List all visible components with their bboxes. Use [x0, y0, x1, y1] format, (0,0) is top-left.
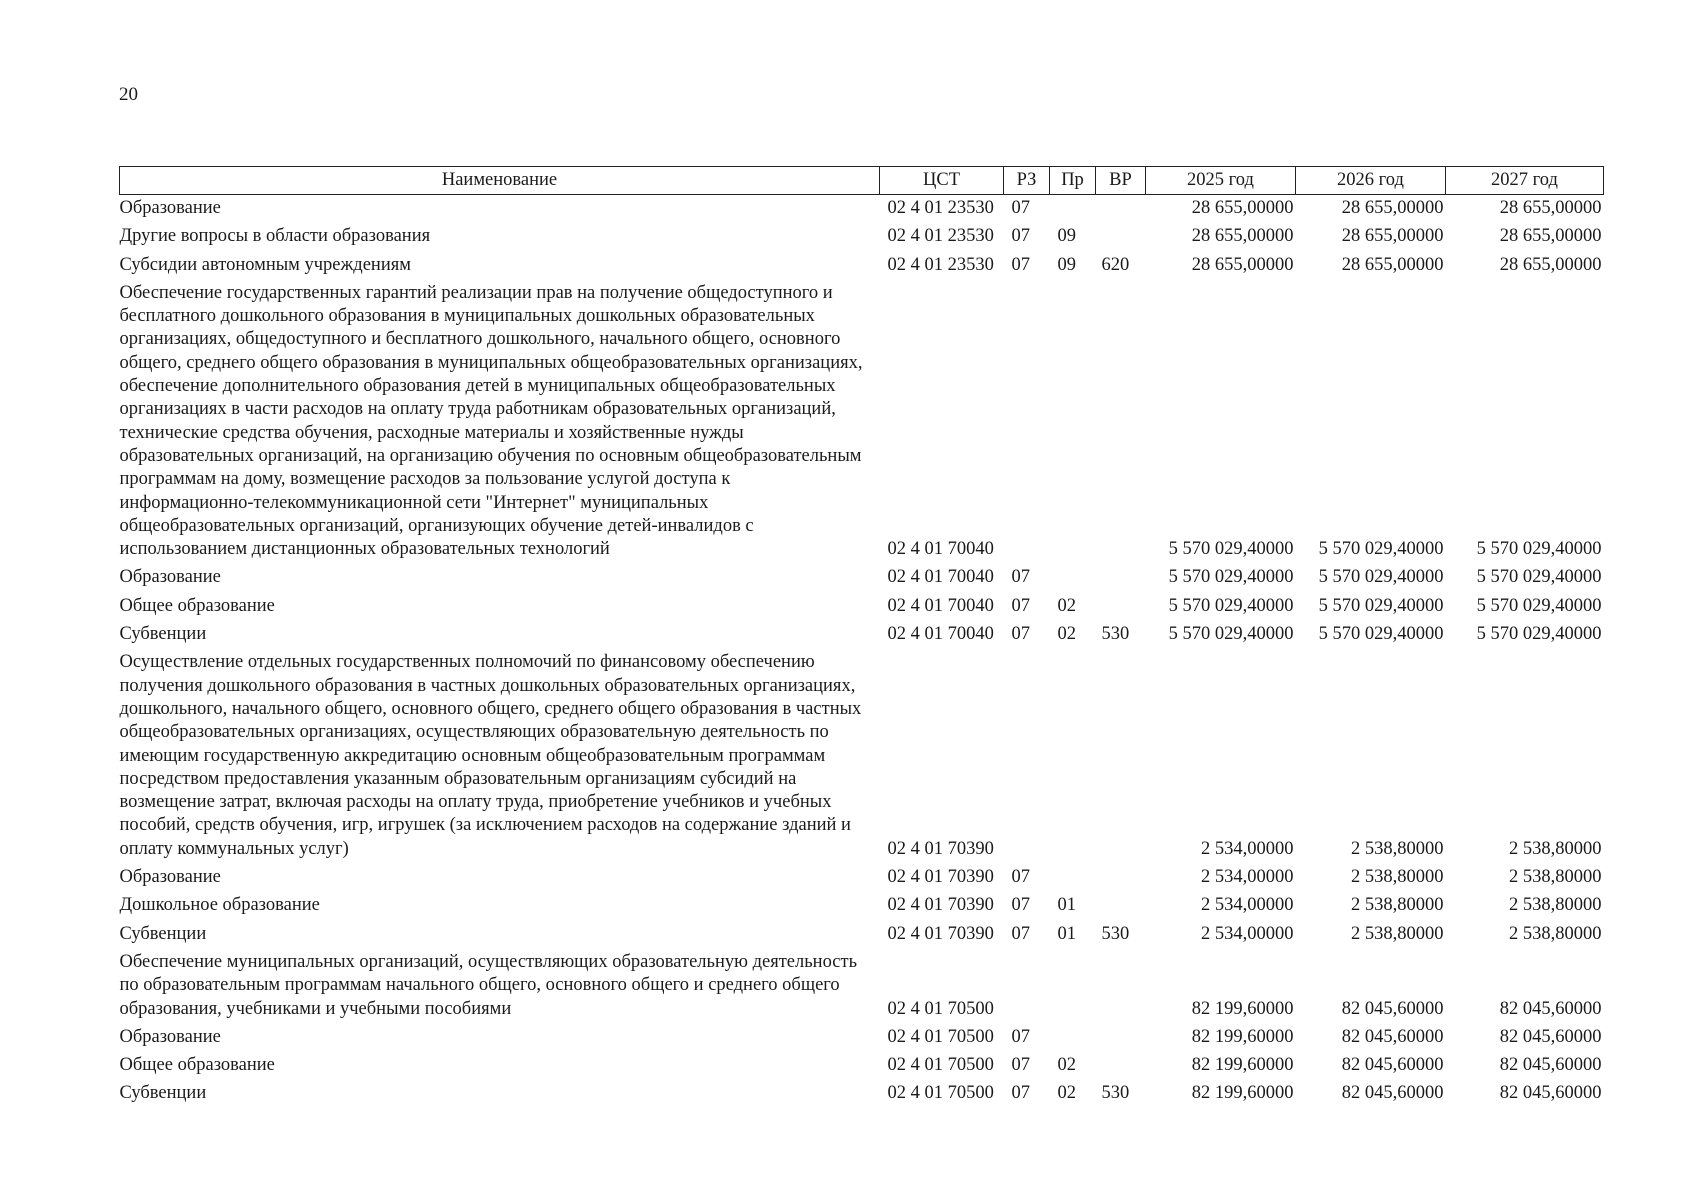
row-cst: 02 4 01 70500 — [887, 1026, 994, 1047]
row-2027: 5 570 029,40000 — [1476, 539, 1602, 560]
row-pr — [1050, 949, 1096, 1024]
row-vr — [1096, 280, 1146, 565]
table-row — [120, 949, 1604, 1024]
row-2027: 82 045,60000 — [1499, 1055, 1602, 1076]
row-2025: 82 199,60000 — [1191, 1026, 1294, 1047]
header-rz: РЗ — [1004, 167, 1050, 195]
row-pr — [1050, 1024, 1096, 1052]
table-row — [120, 621, 1604, 649]
row-rz — [1004, 280, 1050, 565]
row-cst: 02 4 01 70040 — [887, 567, 994, 588]
row-2025: 28 655,00000 — [1191, 198, 1294, 218]
row-name: Обеспечение муниципальных организаций, осуществляющих образовательную деятельность по образовательным программам начального общего, основного общего и среднего общего образования, учебниками и учебными пособиями — [119, 951, 858, 1019]
row-rz: 07 — [1011, 923, 1030, 944]
row-2026: 82 045,60000 — [1341, 1026, 1444, 1047]
row-2026: 5 570 029,40000 — [1318, 595, 1444, 616]
row-cst: 02 4 01 70500 — [887, 1083, 994, 1104]
header-2026: 2026 год — [1296, 167, 1446, 195]
row-pr: 02 — [1057, 1055, 1076, 1076]
row-2025: 2 534,00000 — [1201, 838, 1294, 859]
row-vr — [1096, 949, 1146, 1024]
row-2026: 28 655,00000 — [1341, 226, 1444, 247]
row-name: Осуществление отдельных государственных полномочий по финансовому обеспечению получения дошкольного образования в частных дошкольных образовательных организациях, дошкольного, начального общего, основного общего, среднего общего образования в частных общеобразовательных организациях, осуществляющих образовательную деятельность по имеющим государственную аккредитацию основным общеобразовательным программам посредством предоставления указанным образовательным организациям субсидий на возмещение затрат, включая расходы на оплату труда, приобретение учебников и учебных пособий, средств обучения, игр, игрушек (за исключением расходов на содержание зданий и оплату коммунальных услуг) — [119, 652, 862, 859]
row-2027: 5 570 029,40000 — [1476, 567, 1602, 588]
row-rz: 07 — [1011, 1026, 1030, 1047]
row-2025: 2 534,00000 — [1201, 895, 1294, 916]
table-header — [120, 167, 1604, 195]
row-2027: 28 655,00000 — [1499, 226, 1602, 247]
table-row — [120, 564, 1604, 592]
row-name: Субвенции — [119, 624, 207, 645]
row-2025: 82 199,60000 — [1191, 1083, 1294, 1104]
row-vr — [1096, 1052, 1146, 1080]
row-2025: 82 199,60000 — [1191, 998, 1294, 1019]
row-cst: 02 4 01 23530 — [887, 254, 994, 275]
row-pr: 01 — [1057, 923, 1076, 944]
row-vr — [1096, 1024, 1146, 1052]
table-row — [120, 593, 1604, 621]
table-body — [120, 195, 1604, 1109]
row-rz: 07 — [1011, 567, 1030, 588]
row-name: Общее образование — [119, 595, 275, 616]
row-rz: 07 — [1011, 198, 1030, 218]
row-pr — [1050, 649, 1096, 864]
row-2026: 5 570 029,40000 — [1318, 539, 1444, 560]
row-rz: 07 — [1011, 867, 1030, 888]
row-vr — [1096, 892, 1146, 920]
row-2025: 28 655,00000 — [1191, 254, 1294, 275]
table-row — [120, 1052, 1604, 1080]
table-row — [120, 649, 1604, 864]
row-vr: 620 — [1101, 254, 1130, 275]
row-rz: 07 — [1011, 254, 1030, 275]
row-2027: 2 538,80000 — [1509, 923, 1602, 944]
row-2026: 82 045,60000 — [1341, 1055, 1444, 1076]
header-2025: 2025 год — [1146, 167, 1296, 195]
row-2025: 2 534,00000 — [1201, 867, 1294, 888]
row-2027: 2 538,80000 — [1509, 838, 1602, 859]
row-2026: 2 538,80000 — [1351, 838, 1444, 859]
row-pr: 01 — [1057, 895, 1076, 916]
row-2026: 82 045,60000 — [1341, 998, 1444, 1019]
row-2026: 28 655,00000 — [1341, 198, 1444, 218]
row-cst: 02 4 01 70040 — [887, 624, 994, 645]
row-2027: 2 538,80000 — [1509, 867, 1602, 888]
table-row — [120, 892, 1604, 920]
row-pr: 02 — [1057, 624, 1076, 645]
table-row — [120, 1024, 1604, 1052]
row-cst: 02 4 01 70040 — [887, 595, 994, 616]
row-2027: 28 655,00000 — [1499, 254, 1602, 275]
row-pr: 02 — [1057, 1083, 1076, 1104]
row-name: Обеспечение государственных гарантий реализации прав на получение общедоступного и бесплатного дошкольного образования в муниципальных дошкольных образовательных организациях, общедоступного и бесплатного дошкольного, начального общего, основного общего, среднего общего образования в муниципальных общеобразовательных организациях, обеспечение дополнительного образования детей в муниципальных общеобразовательных организациях в части расходов на оплату труда работникам образовательных организаций, технические средства обучения, расходные материалы и хозяйственные нужды образовательных организаций, на организацию обучения по основным общеобразовательным программам на дому, возмещение расходов за пользование услугой доступа к информационно-телекоммуникационной сети "Интернет" муниципальных общеобразовательных организаций, организующих обучение детей-инвалидов с использованием дистанционных образовательных технологий — [119, 282, 863, 560]
row-rz: 07 — [1011, 1055, 1030, 1076]
row-rz — [1004, 949, 1050, 1024]
row-cst: 02 4 01 70390 — [887, 923, 994, 944]
header-name: Наименование — [120, 167, 880, 195]
row-pr — [1050, 564, 1096, 592]
row-2026: 5 570 029,40000 — [1318, 624, 1444, 645]
row-2025: 2 534,00000 — [1201, 923, 1294, 944]
row-pr — [1050, 280, 1096, 565]
row-pr: 09 — [1057, 254, 1076, 275]
row-vr: 530 — [1101, 923, 1130, 944]
row-cst: 02 4 01 70040 — [887, 539, 994, 560]
row-cst: 02 4 01 70390 — [887, 895, 994, 916]
row-name: Образование — [119, 198, 221, 218]
row-2027: 82 045,60000 — [1499, 1026, 1602, 1047]
budget-table — [119, 166, 1604, 1109]
row-vr — [1096, 649, 1146, 864]
row-2025: 5 570 029,40000 — [1168, 595, 1294, 616]
row-2025: 28 655,00000 — [1191, 226, 1294, 247]
row-2026: 2 538,80000 — [1351, 895, 1444, 916]
row-name: Дошкольное образование — [119, 895, 320, 916]
header-pr: Пр — [1050, 167, 1096, 195]
row-pr: 02 — [1057, 595, 1076, 616]
row-2026: 28 655,00000 — [1341, 254, 1444, 275]
row-cst: 02 4 01 70500 — [887, 1055, 994, 1076]
table-row — [120, 195, 1604, 224]
row-2027: 5 570 029,40000 — [1476, 624, 1602, 645]
page-number: 20 — [119, 84, 138, 105]
row-2027: 82 045,60000 — [1499, 1083, 1602, 1104]
row-2025: 5 570 029,40000 — [1168, 624, 1294, 645]
header-cst: ЦСТ — [880, 167, 1004, 195]
row-name: Субвенции — [119, 923, 207, 944]
row-2026: 5 570 029,40000 — [1318, 567, 1444, 588]
row-pr: 09 — [1057, 226, 1076, 247]
row-2025: 82 199,60000 — [1191, 1055, 1294, 1076]
row-2026: 2 538,80000 — [1351, 867, 1444, 888]
table-row — [120, 864, 1604, 892]
row-vr — [1096, 864, 1146, 892]
row-cst: 02 4 01 70390 — [887, 867, 994, 888]
row-name: Образование — [119, 1026, 221, 1047]
table-row — [120, 1080, 1604, 1108]
header-2027: 2027 год — [1446, 167, 1604, 195]
row-rz: 07 — [1011, 895, 1030, 916]
header-vr: ВР — [1096, 167, 1146, 195]
row-name: Другие вопросы в области образования — [119, 226, 431, 247]
row-vr — [1096, 593, 1146, 621]
row-2027: 82 045,60000 — [1499, 998, 1602, 1019]
table-row — [120, 252, 1604, 280]
row-vr: 530 — [1101, 1083, 1130, 1104]
row-name: Образование — [119, 567, 221, 588]
row-name: Образование — [119, 867, 221, 888]
row-cst: 02 4 01 70390 — [887, 838, 994, 859]
row-vr — [1096, 564, 1146, 592]
table-row — [120, 223, 1604, 251]
row-rz: 07 — [1011, 1083, 1030, 1104]
row-vr — [1096, 223, 1146, 251]
row-vr: 530 — [1101, 624, 1130, 645]
row-pr — [1050, 195, 1096, 224]
row-2025: 5 570 029,40000 — [1168, 539, 1294, 560]
row-name: Субсидии автономным учреждениям — [119, 254, 411, 275]
table-row — [120, 280, 1604, 565]
row-2025: 5 570 029,40000 — [1168, 567, 1294, 588]
row-pr — [1050, 864, 1096, 892]
row-rz: 07 — [1011, 226, 1030, 247]
row-rz: 07 — [1011, 595, 1030, 616]
row-rz — [1004, 649, 1050, 864]
row-cst: 02 4 01 23530 — [887, 198, 994, 218]
table-row — [120, 921, 1604, 949]
row-vr — [1096, 195, 1146, 224]
row-2027: 2 538,80000 — [1509, 895, 1602, 916]
row-2026: 82 045,60000 — [1341, 1083, 1444, 1104]
row-name: Субвенции — [119, 1083, 207, 1104]
row-2027: 5 570 029,40000 — [1476, 595, 1602, 616]
row-name: Общее образование — [119, 1055, 275, 1076]
row-rz: 07 — [1011, 624, 1030, 645]
row-cst: 02 4 01 23530 — [887, 226, 994, 247]
row-2026: 2 538,80000 — [1351, 923, 1444, 944]
row-cst: 02 4 01 70500 — [887, 998, 994, 1019]
row-2027: 28 655,00000 — [1499, 198, 1602, 218]
